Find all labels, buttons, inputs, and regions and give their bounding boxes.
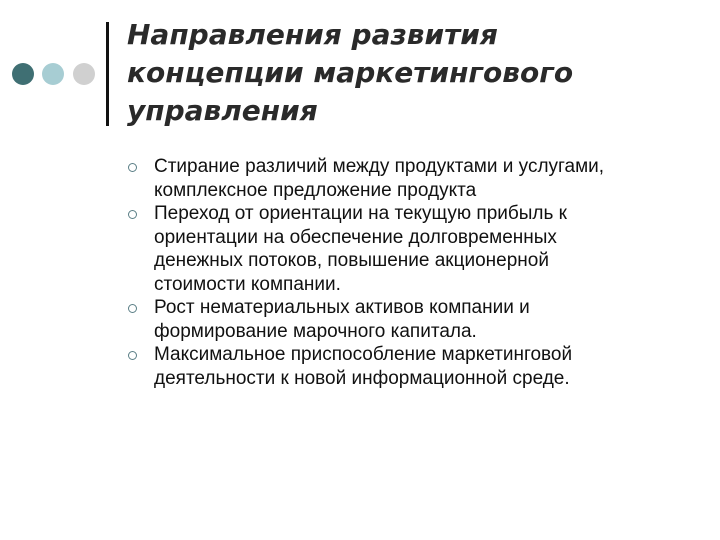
grey-dot-icon — [73, 63, 95, 85]
dark-teal-dot-icon — [12, 63, 34, 85]
light-teal-dot-icon — [42, 63, 64, 85]
bullet-text-line: стоимости компании. — [154, 273, 341, 295]
bullet-text-line: формирование марочного капитала. — [154, 320, 477, 342]
title-line: Направления развития — [127, 18, 498, 51]
bullet-text-line: Переход от ориентации на текущую прибыль к — [154, 203, 567, 224]
bullet-item — [128, 296, 698, 343]
hollow-circle-bullet-icon — [128, 351, 137, 360]
hollow-circle-bullet-icon — [128, 210, 137, 219]
bullet-text-line: денежных потоков, повышение акционерной — [154, 250, 549, 271]
bullet-item — [128, 202, 698, 296]
bullet-text-line: Стирание различий между продуктами и услугами, — [154, 156, 605, 177]
bullet-text-line: комплексное предложение продукта — [154, 179, 477, 201]
bullet-text-line: Максимальное приспособление маркетинговой — [154, 344, 573, 365]
bullet-text-line: Рост нематериальных активов компании и — [154, 297, 530, 318]
bullet-item — [128, 155, 698, 202]
bullet-text-line: ориентации на обеспечение долговременных — [154, 226, 557, 248]
slide-title — [127, 16, 697, 130]
bullet-list — [128, 155, 698, 390]
title-line: концепции маркетингового — [127, 56, 574, 89]
title-line: управления — [127, 94, 318, 127]
title-divider — [106, 22, 109, 126]
hollow-circle-bullet-icon — [128, 304, 137, 313]
decorative-dots — [12, 63, 96, 85]
bullet-text-line: деятельности к новой информационной среде. — [154, 367, 570, 389]
bullet-item — [128, 343, 698, 390]
hollow-circle-bullet-icon — [128, 163, 137, 172]
